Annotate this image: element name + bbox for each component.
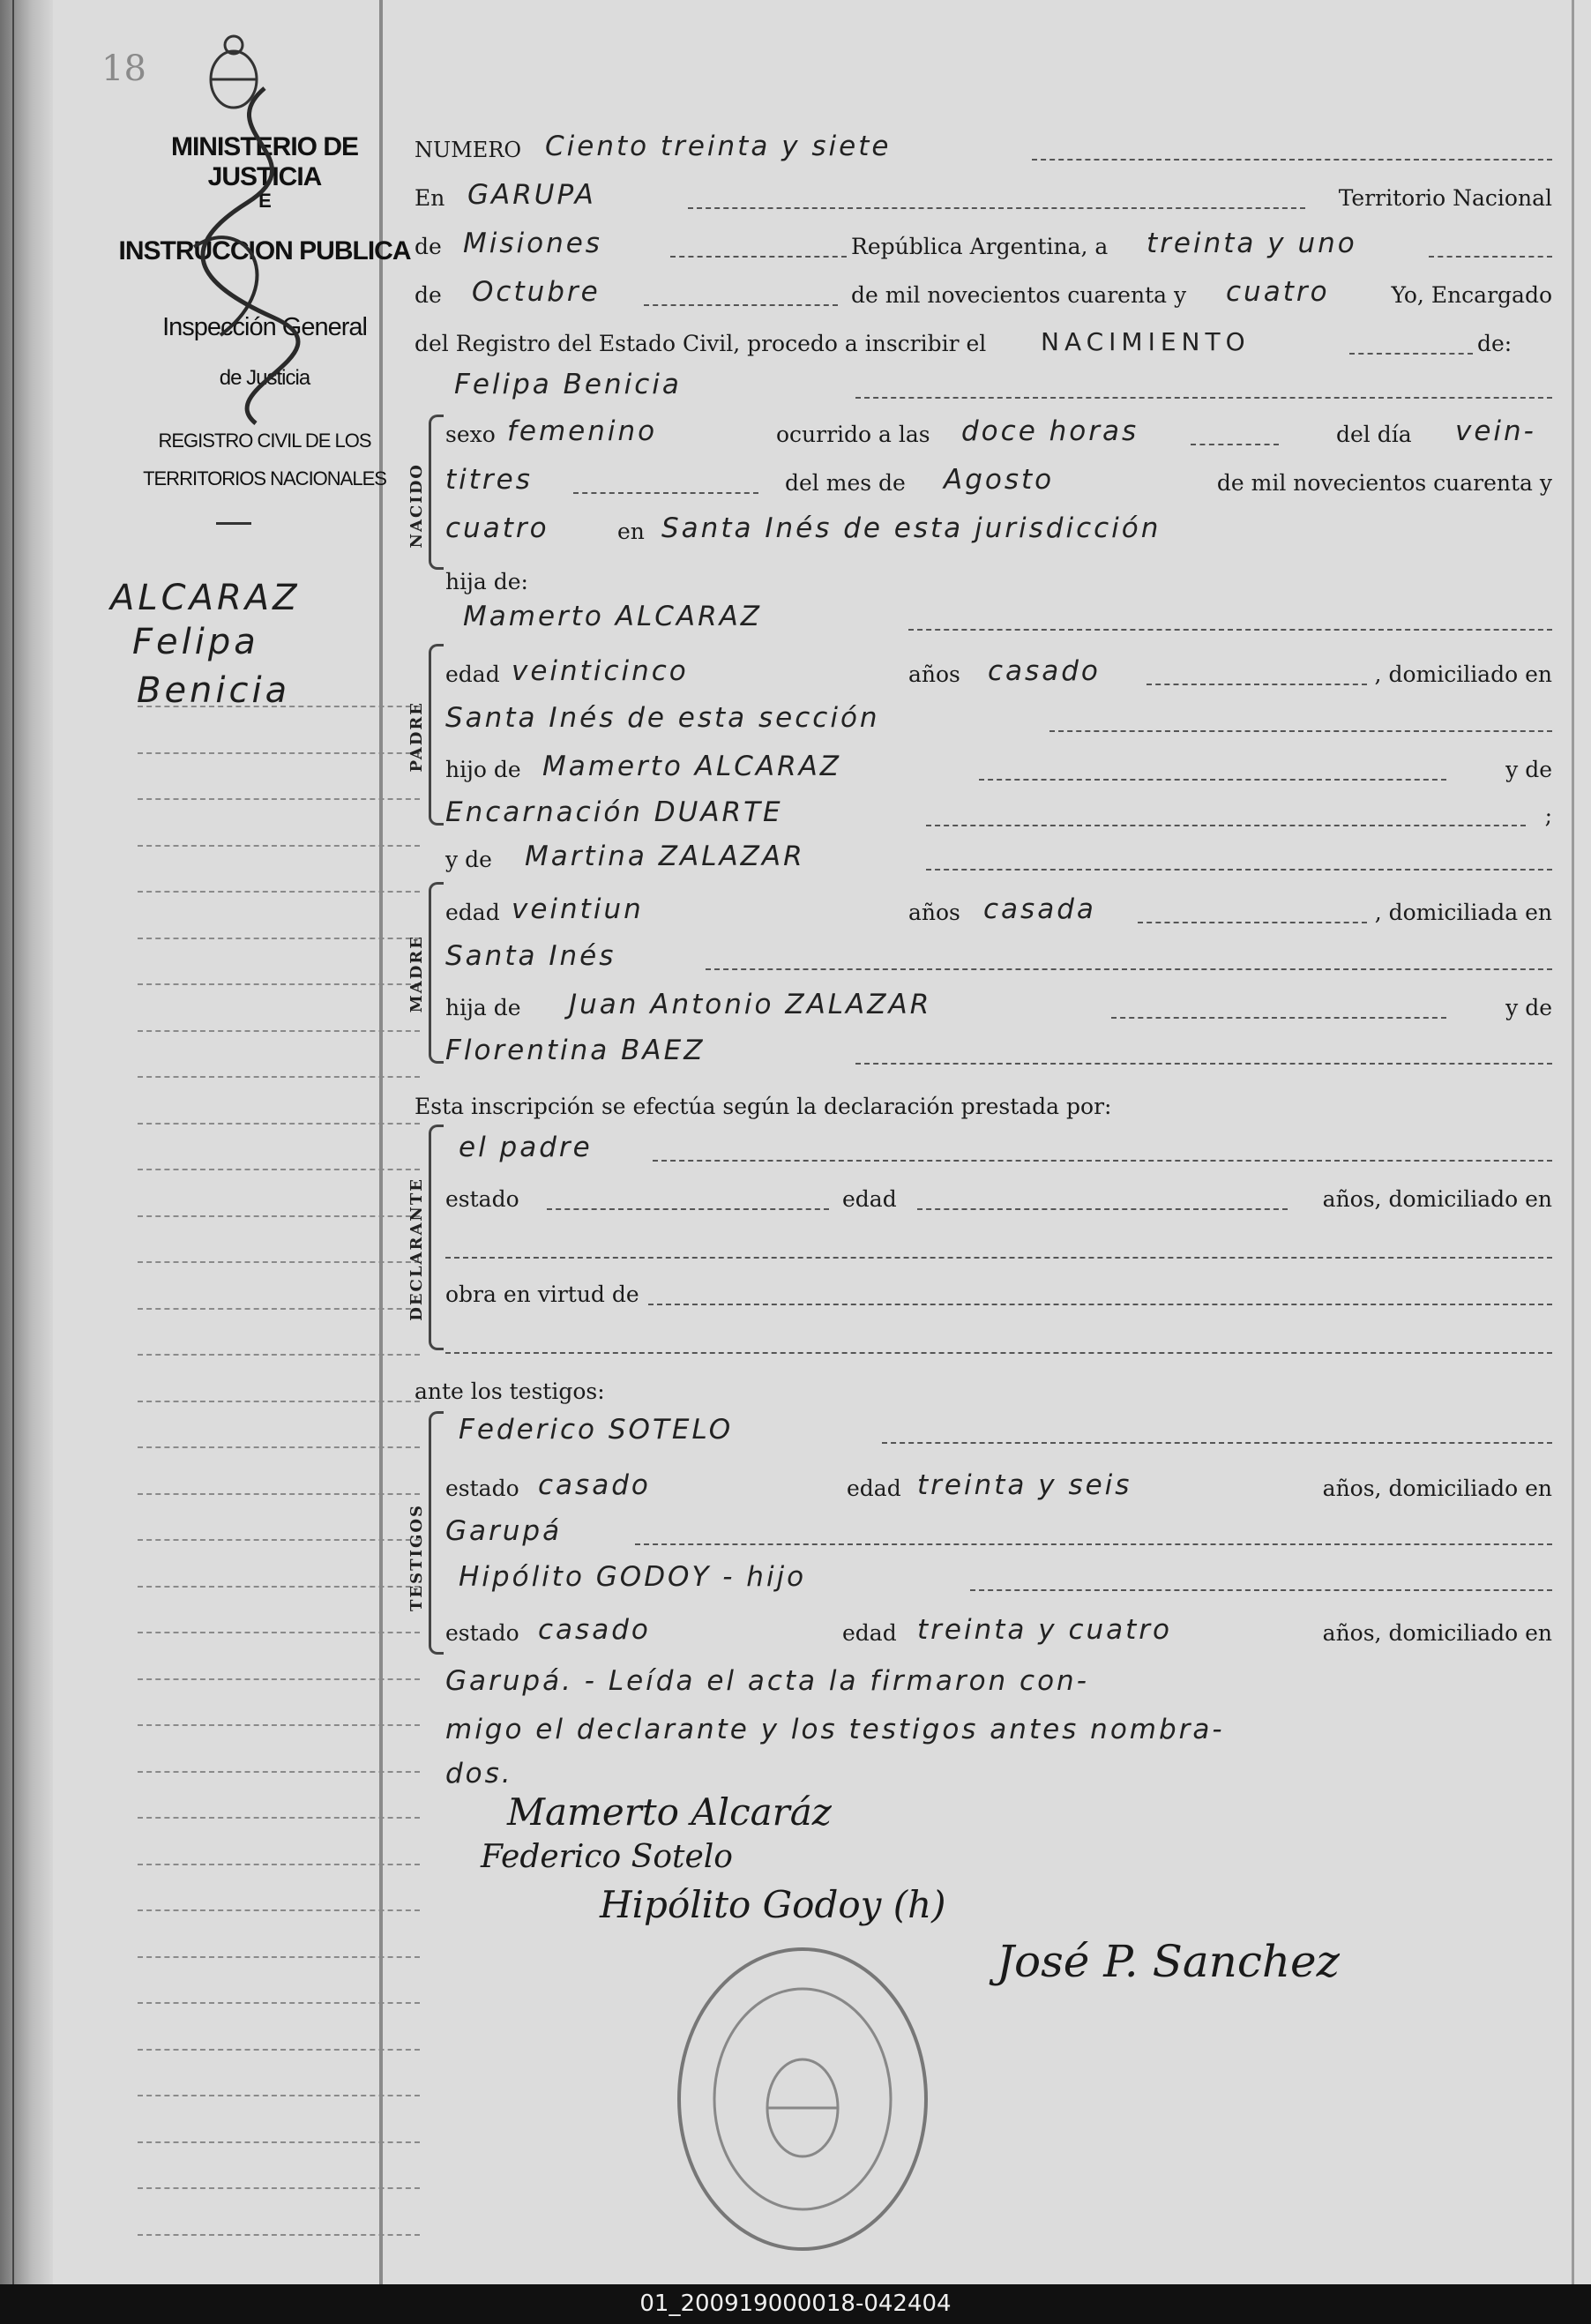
margin-ruled-line xyxy=(138,1076,420,1078)
madre-section-label: MADRE xyxy=(407,935,426,1013)
ministry-line-3: INSTRUCCION PUBLICA xyxy=(118,236,411,265)
acto-value: NACIMIENTO xyxy=(1041,327,1251,356)
padre-hijo-de-label: hijo de xyxy=(445,757,521,782)
nacido-mil-label: de mil novecientos cuarenta y xyxy=(1216,470,1552,496)
margin-ruled-line xyxy=(138,2049,420,2051)
row-testigo1-nombre xyxy=(415,1407,1552,1451)
ministry-line-2: E xyxy=(258,190,271,212)
row-testigo2-nombre xyxy=(415,1554,1552,1598)
padre-anios-label: años xyxy=(908,661,960,687)
row-testigo1-domicilio xyxy=(415,1508,1552,1552)
row-declarante-obra xyxy=(415,1268,1552,1312)
margin-ruled-line xyxy=(138,1493,420,1495)
testigo1-estado-value: casado xyxy=(538,1469,651,1501)
column-divider xyxy=(379,0,383,2284)
margin-ruled-line xyxy=(138,891,420,893)
row-padre-edad xyxy=(415,648,1552,692)
mes-value: Octubre xyxy=(472,276,601,308)
row-declarante-extra xyxy=(415,1317,1552,1361)
testigos-intro: ante los testigos: xyxy=(415,1379,605,1404)
padre-madre-value: Encarnación DUARTE xyxy=(445,796,783,828)
sexo-label: sexo xyxy=(445,422,496,447)
testigo1-edad-value: treinta y seis xyxy=(917,1469,1132,1501)
dia-a-value: vein- xyxy=(1455,415,1536,447)
signature-declarante: Mamerto Alcaráz xyxy=(507,1790,832,1834)
margin-ruled-line xyxy=(138,1539,420,1541)
testigo2-edad-value: treinta y cuatro xyxy=(917,1614,1172,1646)
madre-domiciliada-label: , domiciliada en xyxy=(1374,900,1552,925)
nacido-lugar-value: Santa Inés de esta jurisdicción xyxy=(661,512,1162,544)
margin-second-name: Benicia xyxy=(137,670,291,711)
ministry-line-5: de Justicia xyxy=(219,366,310,390)
encargado-label: Yo, Encargado xyxy=(1391,282,1552,308)
margin-ruled-line xyxy=(138,2187,420,2189)
margin-ruled-line xyxy=(138,1678,420,1680)
sexo-value: femenino xyxy=(507,415,658,447)
testigo2-estado-label: estado xyxy=(445,1620,519,1646)
republica-label: República Argentina, a xyxy=(851,234,1109,259)
madre-edad-label: edad xyxy=(445,900,500,925)
nacido-mes-value: Agosto xyxy=(944,464,1055,496)
nacido-anio-value: cuatro xyxy=(445,512,549,544)
padre-y-de-label: y de xyxy=(1505,757,1552,782)
dia-value: treinta y uno xyxy=(1147,228,1357,259)
padre-semicolon: ; xyxy=(1544,803,1552,828)
margin-ruled-line xyxy=(138,845,420,847)
madre-madre-value: Florentina BAEZ xyxy=(445,1035,706,1066)
margin-ruled-line xyxy=(138,1354,420,1356)
madre-estado-value: casada xyxy=(983,893,1096,925)
padre-edad-value: veinticinco xyxy=(512,655,689,687)
row-acto xyxy=(415,318,1552,362)
row-declarante-domicilio xyxy=(415,1222,1552,1266)
row-madre-nombre xyxy=(415,833,1552,878)
provincia-value: Misiones xyxy=(463,228,602,259)
padre-domiciliado-label: , domiciliado en xyxy=(1374,661,1552,687)
ministry-line-7: TERRITORIOS NACIONALES xyxy=(143,467,386,489)
margin-ruled-line xyxy=(138,1030,420,1032)
margin-ruled-line xyxy=(138,1724,420,1726)
declarante-estado-label: estado xyxy=(445,1186,519,1212)
margin-ruled-line xyxy=(138,2002,420,2004)
testigos-section-label: TESTIGOS xyxy=(407,1504,426,1611)
madre-domicilio-value: Santa Inés xyxy=(445,940,616,972)
de-label-2: de xyxy=(415,282,442,308)
cierre-2-value: dos. xyxy=(445,1758,513,1790)
testigo2-domicilio-value: Garupá. - Leída el acta la firmaron con- xyxy=(445,1665,1089,1697)
mil-label: de mil novecientos cuarenta y xyxy=(851,282,1187,308)
ministry-line-4: Inspección General xyxy=(162,313,367,341)
signature-testigo-1: Federico Sotelo xyxy=(481,1839,733,1875)
madre-anios-label: años xyxy=(908,900,960,925)
numero-label: NUMERO xyxy=(415,138,522,162)
dia-b-value: titres xyxy=(445,464,533,496)
margin-ruled-line xyxy=(138,1308,420,1310)
row-sexo xyxy=(415,408,1552,452)
margin-first-name: Felipa xyxy=(132,622,259,662)
margin-ruled-line xyxy=(138,1446,420,1448)
testigo2-edad-label: edad xyxy=(842,1620,897,1646)
ocurrido-label: ocurrido a las xyxy=(776,422,930,447)
testigo1-nombre-value: Federico SOTELO xyxy=(459,1414,734,1446)
margin-ruled-line xyxy=(138,706,420,707)
madre-hija-de-label: hija de xyxy=(445,995,521,1020)
ministry-line-6: REGISTRO CIVIL DE LOS xyxy=(158,430,371,452)
margin-ruled-line xyxy=(138,1123,420,1125)
madre-y-de-label: y de xyxy=(445,847,492,872)
territorio-label: Territorio Nacional xyxy=(1338,185,1552,211)
signature-testigo-2: Hipólito Godoy (h) xyxy=(600,1883,946,1926)
margin-ruled-line xyxy=(138,1771,420,1773)
row-padre-nombre xyxy=(415,594,1552,638)
testigo1-domicilio-value: Garupá xyxy=(445,1515,563,1547)
row-testigo2-estado xyxy=(415,1607,1552,1651)
margin-ruled-line xyxy=(138,938,420,939)
nombre-value: Felipa Benicia xyxy=(454,369,682,400)
row-declarante-nombre xyxy=(415,1125,1552,1169)
del-dia-label: del día xyxy=(1336,422,1412,447)
del-mes-label: del mes de xyxy=(785,470,906,496)
row-cierre-1 xyxy=(415,1707,1552,1751)
margin-ruled-line xyxy=(138,1261,420,1263)
row-nombre xyxy=(415,362,1552,406)
de-label: de xyxy=(415,234,442,259)
row-padre-padres xyxy=(415,744,1552,788)
testigo1-estado-label: estado xyxy=(445,1476,519,1501)
ministry-rule xyxy=(216,522,251,525)
page-edge xyxy=(1572,0,1574,2284)
row-madre-domicilio xyxy=(415,933,1552,977)
margin-ruled-line xyxy=(138,2095,420,2096)
declarante-obra-label: obra en virtud de xyxy=(445,1282,639,1307)
de-colon-label: de: xyxy=(1477,331,1513,356)
margin-ruled-line xyxy=(138,983,420,985)
signature-encargado: José P. Sanchez xyxy=(997,1936,1340,1987)
row-testigos-intro xyxy=(415,1365,1552,1409)
row-cierre-2 xyxy=(415,1751,1552,1795)
row-declarante-estado xyxy=(415,1173,1552,1217)
row-numero xyxy=(415,123,1552,168)
en-label: En xyxy=(415,185,445,211)
anio-value: cuatro xyxy=(1226,276,1330,308)
madre-nombre-value: Martina ZALAZAR xyxy=(525,841,805,872)
declarante-edad-label: edad xyxy=(842,1186,897,1212)
margin-ruled-line xyxy=(138,1909,420,1911)
row-madre-madre xyxy=(415,1027,1552,1072)
margin-ruled-line xyxy=(138,752,420,754)
ministry-line-1: MINISTERIO DE JUSTICIA xyxy=(170,132,358,191)
row-testigo2-domicilio xyxy=(415,1658,1552,1702)
padre-domicilio-value: Santa Inés de esta sección xyxy=(445,702,880,734)
nacido-section-label: NACIDO xyxy=(407,463,426,549)
padre-edad-label: edad xyxy=(445,661,500,687)
margin-ruled-line xyxy=(138,1864,420,1865)
margin-ruled-line xyxy=(138,1956,420,1958)
madre-edad-value: veintiun xyxy=(512,893,644,925)
row-declarante-intro xyxy=(415,1080,1552,1125)
row-padre-madre xyxy=(415,789,1552,833)
margin-ruled-line xyxy=(138,1632,420,1633)
padre-padre-value: Mamerto ALCARAZ xyxy=(542,751,842,782)
page-number: 18 xyxy=(101,49,146,89)
declarante-intro: Esta inscripción se efectúa según la declaración prestada por: xyxy=(415,1094,1112,1119)
numero-value: Ciento treinta y siete xyxy=(545,131,892,162)
margin-ruled-line xyxy=(138,798,420,800)
row-padre-domicilio xyxy=(415,695,1552,739)
cierre-1-value: migo el declarante y los testigos antes nombra- xyxy=(445,1714,1225,1745)
margin-ruled-line xyxy=(138,2234,420,2236)
testigo1-anios-label: años, domiciliado en xyxy=(1322,1476,1552,1501)
nacido-en-label: en xyxy=(617,519,645,544)
row-provincia xyxy=(415,220,1552,265)
margin-ruled-line xyxy=(138,1215,420,1217)
scribble-mark-icon xyxy=(141,53,362,432)
hija-label: hija de: xyxy=(445,569,528,594)
margin-ruled-line xyxy=(138,1586,420,1588)
testigo2-nombre-value: Hipólito GODOY - hijo xyxy=(459,1561,807,1593)
hora-value: doce horas xyxy=(961,415,1139,447)
padre-nombre-value: Mamerto ALCARAZ xyxy=(463,601,763,632)
row-madre-padres xyxy=(415,982,1552,1026)
row-lugar-nac xyxy=(415,505,1552,549)
lugar-value: GARUPA xyxy=(467,179,596,211)
testigo2-estado-value: casado xyxy=(538,1614,651,1646)
registro-label: del Registro del Estado Civil, procedo a inscribir el xyxy=(415,331,987,356)
testigo1-edad-label: edad xyxy=(847,1476,901,1501)
declarante-nombre-value: el padre xyxy=(459,1132,593,1163)
left-margin-panel xyxy=(53,0,411,2284)
row-madre-edad xyxy=(415,886,1552,930)
row-dia xyxy=(415,457,1552,501)
testigo2-anios-label: años, domiciliado en xyxy=(1322,1620,1552,1646)
row-lugar xyxy=(415,172,1552,216)
margin-ruled-line xyxy=(138,1401,420,1402)
padre-section-label: PADRE xyxy=(407,701,426,773)
margin-surname: ALCARAZ xyxy=(110,578,301,618)
margin-ruled-line xyxy=(138,2141,420,2143)
footer-filename: 01_200919000018-042404 xyxy=(0,2284,1591,2324)
page-binding xyxy=(0,0,53,2284)
declarante-section-label: DECLARANTE xyxy=(407,1177,426,1321)
row-testigo1-estado xyxy=(415,1462,1552,1506)
margin-ruled-line xyxy=(138,1817,420,1819)
margin-ruled-line xyxy=(138,1169,420,1170)
padre-estado-value: casado xyxy=(988,655,1101,687)
declarante-anios-label: años, domiciliado en xyxy=(1322,1186,1552,1212)
madre-padre-value: Juan Antonio ZALAZAR xyxy=(569,989,932,1020)
official-seal-icon xyxy=(670,1940,935,2258)
madre-y-de2-label: y de xyxy=(1505,995,1552,1020)
row-mes xyxy=(415,269,1552,313)
